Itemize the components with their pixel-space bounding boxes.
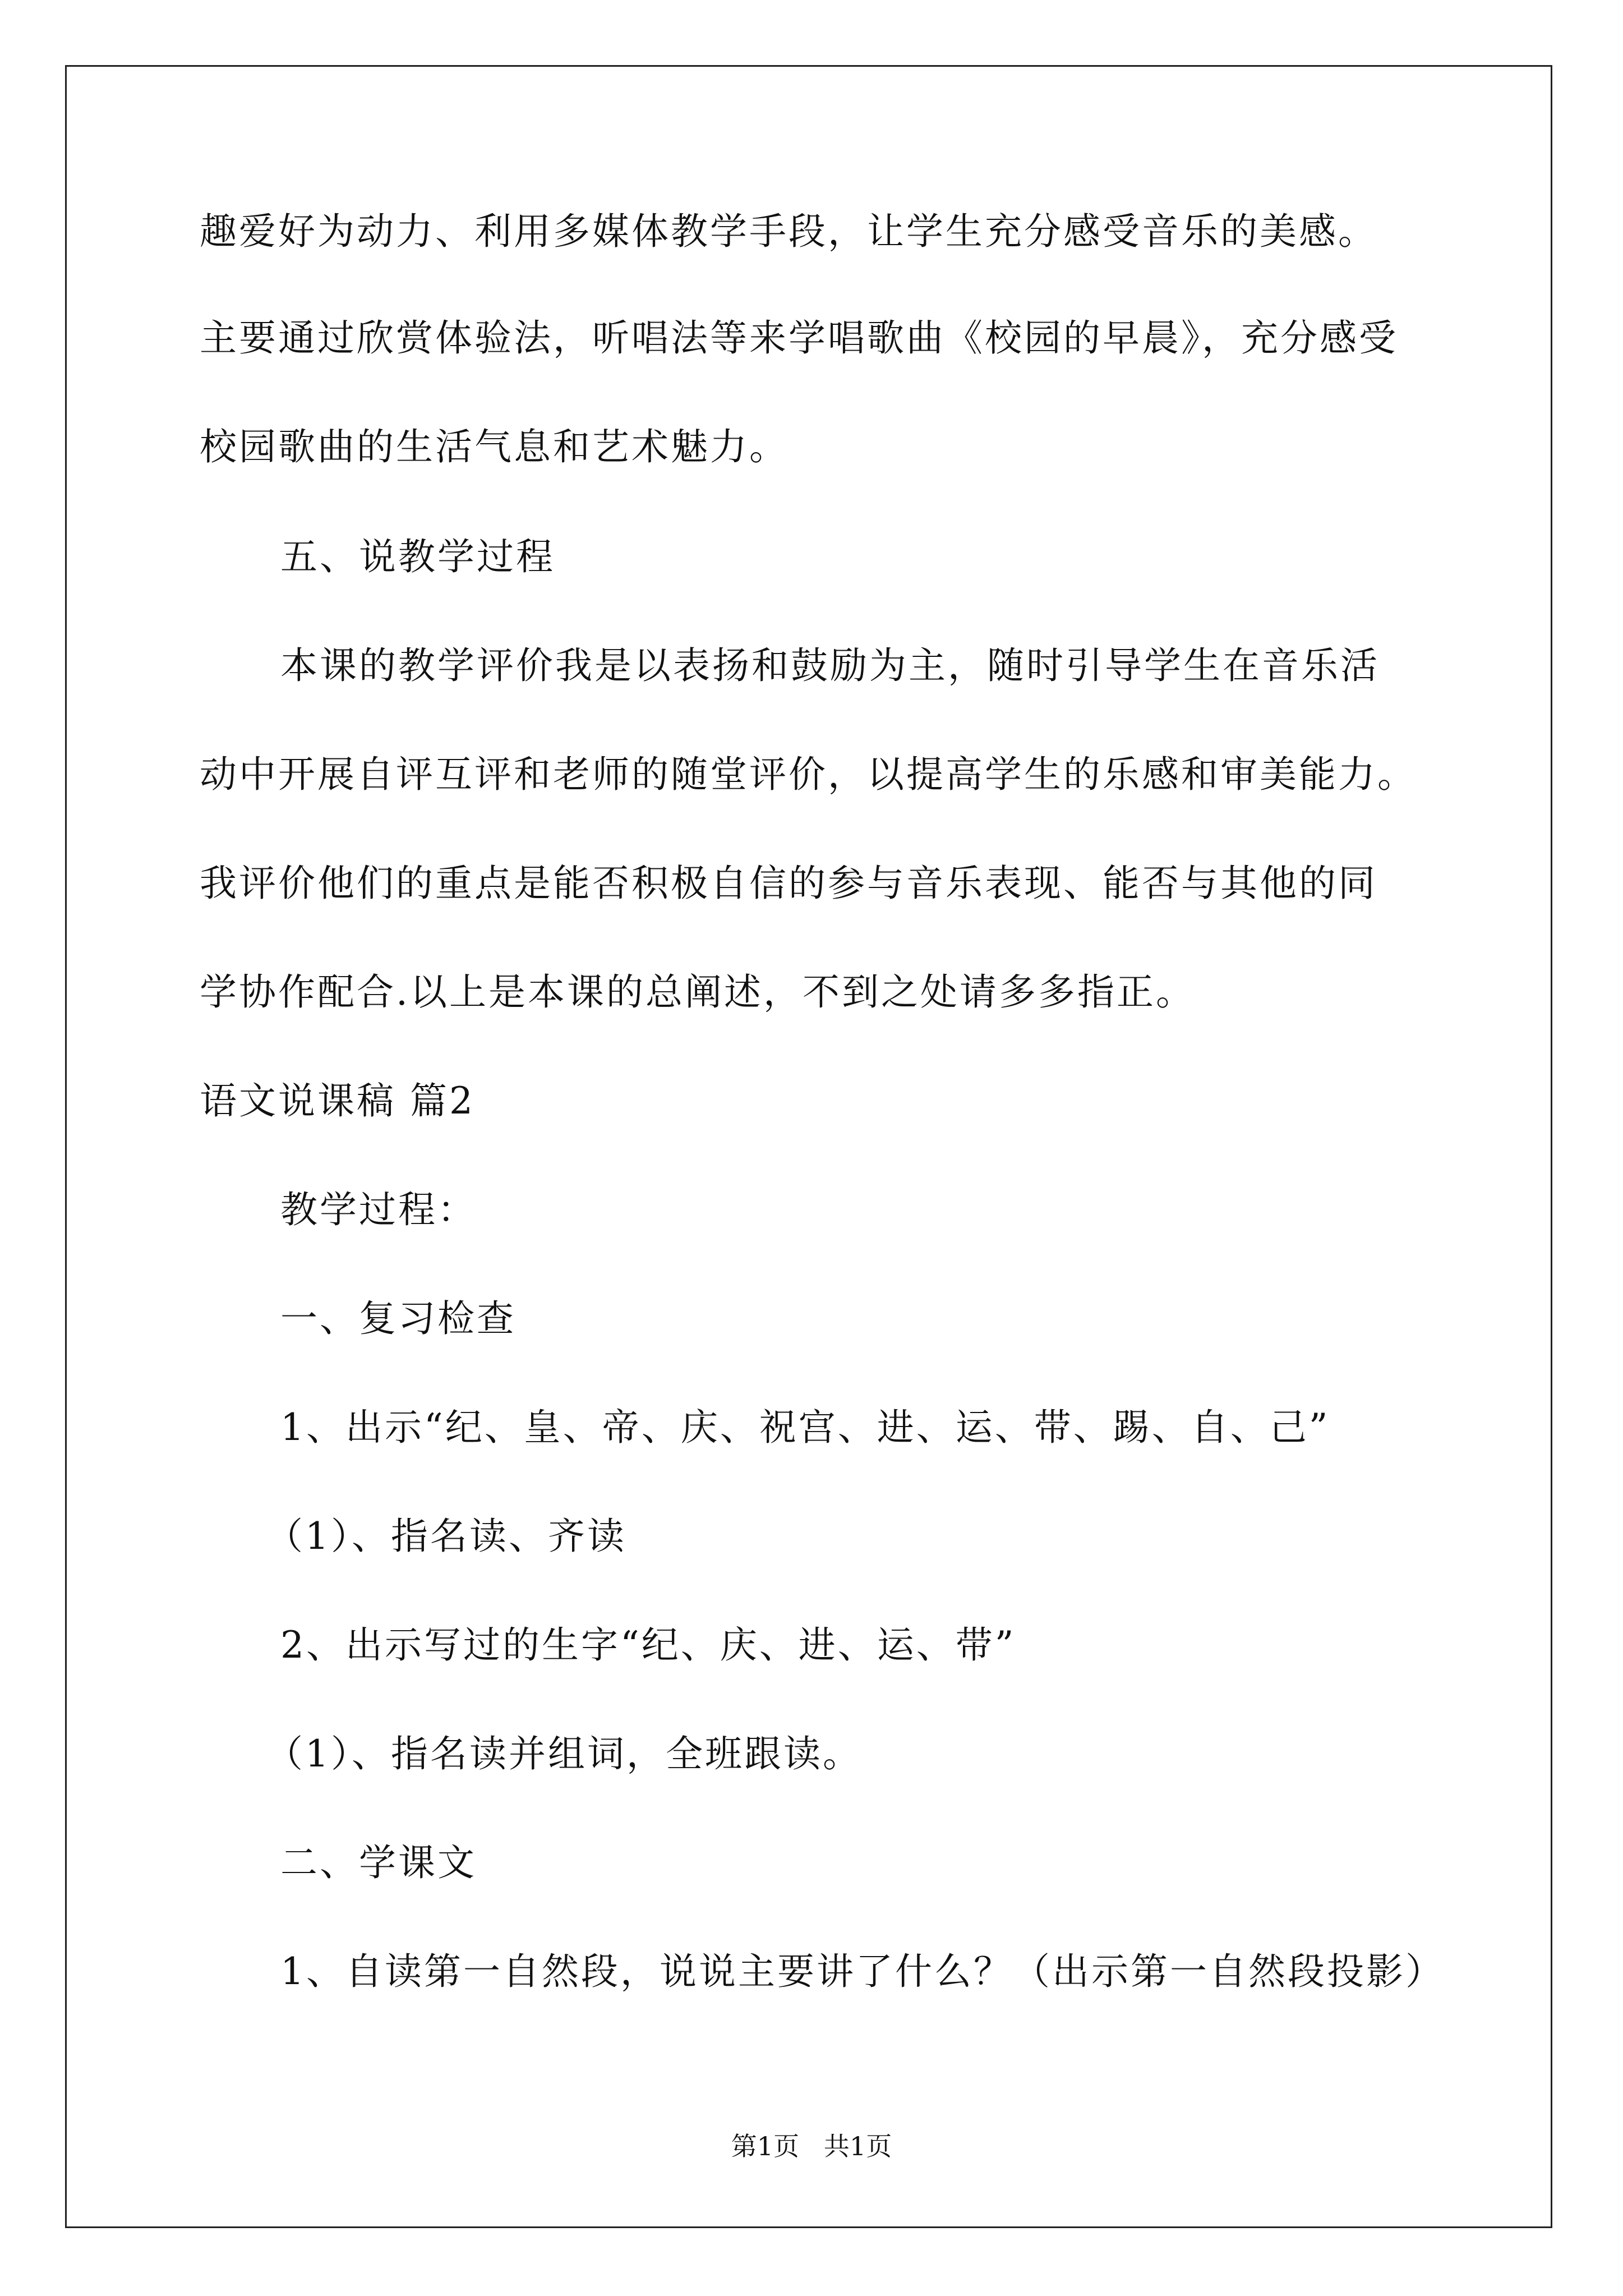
step-1: 1、出示“纪、皇、帝、庆、祝宫、进、运、带、踢、自、己” bbox=[280, 1406, 1330, 1449]
page-border bbox=[65, 65, 1552, 2228]
section-heading-5: 五、说教学过程 bbox=[280, 535, 555, 578]
paragraph-line-7: 学协作配合.以上是本课的总阐述，不到之处请多多指正。 bbox=[200, 970, 1195, 1014]
page-footer: 第1页 共1页 bbox=[731, 2131, 892, 2161]
section-heading-review: 一、复习检查 bbox=[280, 1297, 516, 1340]
step-2-sub: （1）、指名读并组词，全班跟读。 bbox=[266, 1732, 862, 1775]
teaching-process-heading: 教学过程： bbox=[280, 1188, 477, 1231]
paragraph-line-4: 本课的教学评价我是以表扬和鼓励为主，随时引导学生在音乐活 bbox=[280, 644, 1380, 687]
paragraph-line-6: 我评价他们的重点是能否积极自信的参与音乐表现、能否与其他的同 bbox=[200, 862, 1377, 905]
paragraph-line-3: 校园歌曲的生活气息和艺术魅力。 bbox=[200, 425, 789, 468]
paragraph-line-2: 主要通过欣赏体验法，听唱法等来学唱歌曲《校园的早晨》，充分感受 bbox=[200, 316, 1398, 360]
paragraph-line-1: 趣爱好为动力、利用多媒体教学手段，让学生充分感受音乐的美感。 bbox=[200, 210, 1377, 253]
lesson-step-1: 1、自读第一自然段，说说主要讲了什么？（出示第一自然段投影） bbox=[280, 1950, 1445, 1993]
paragraph-line-5: 动中开展自评互评和老师的随堂评价，以提高学生的乐感和审美能力。 bbox=[200, 753, 1417, 796]
step-2: 2、出示写过的生字“纪、庆、进、运、带” bbox=[280, 1623, 1016, 1667]
step-1-sub: （1）、指名读、齐读 bbox=[266, 1515, 626, 1558]
article-title: 语文说课稿 篇2 bbox=[200, 1079, 475, 1122]
section-heading-lesson: 二、学课文 bbox=[280, 1841, 477, 1884]
